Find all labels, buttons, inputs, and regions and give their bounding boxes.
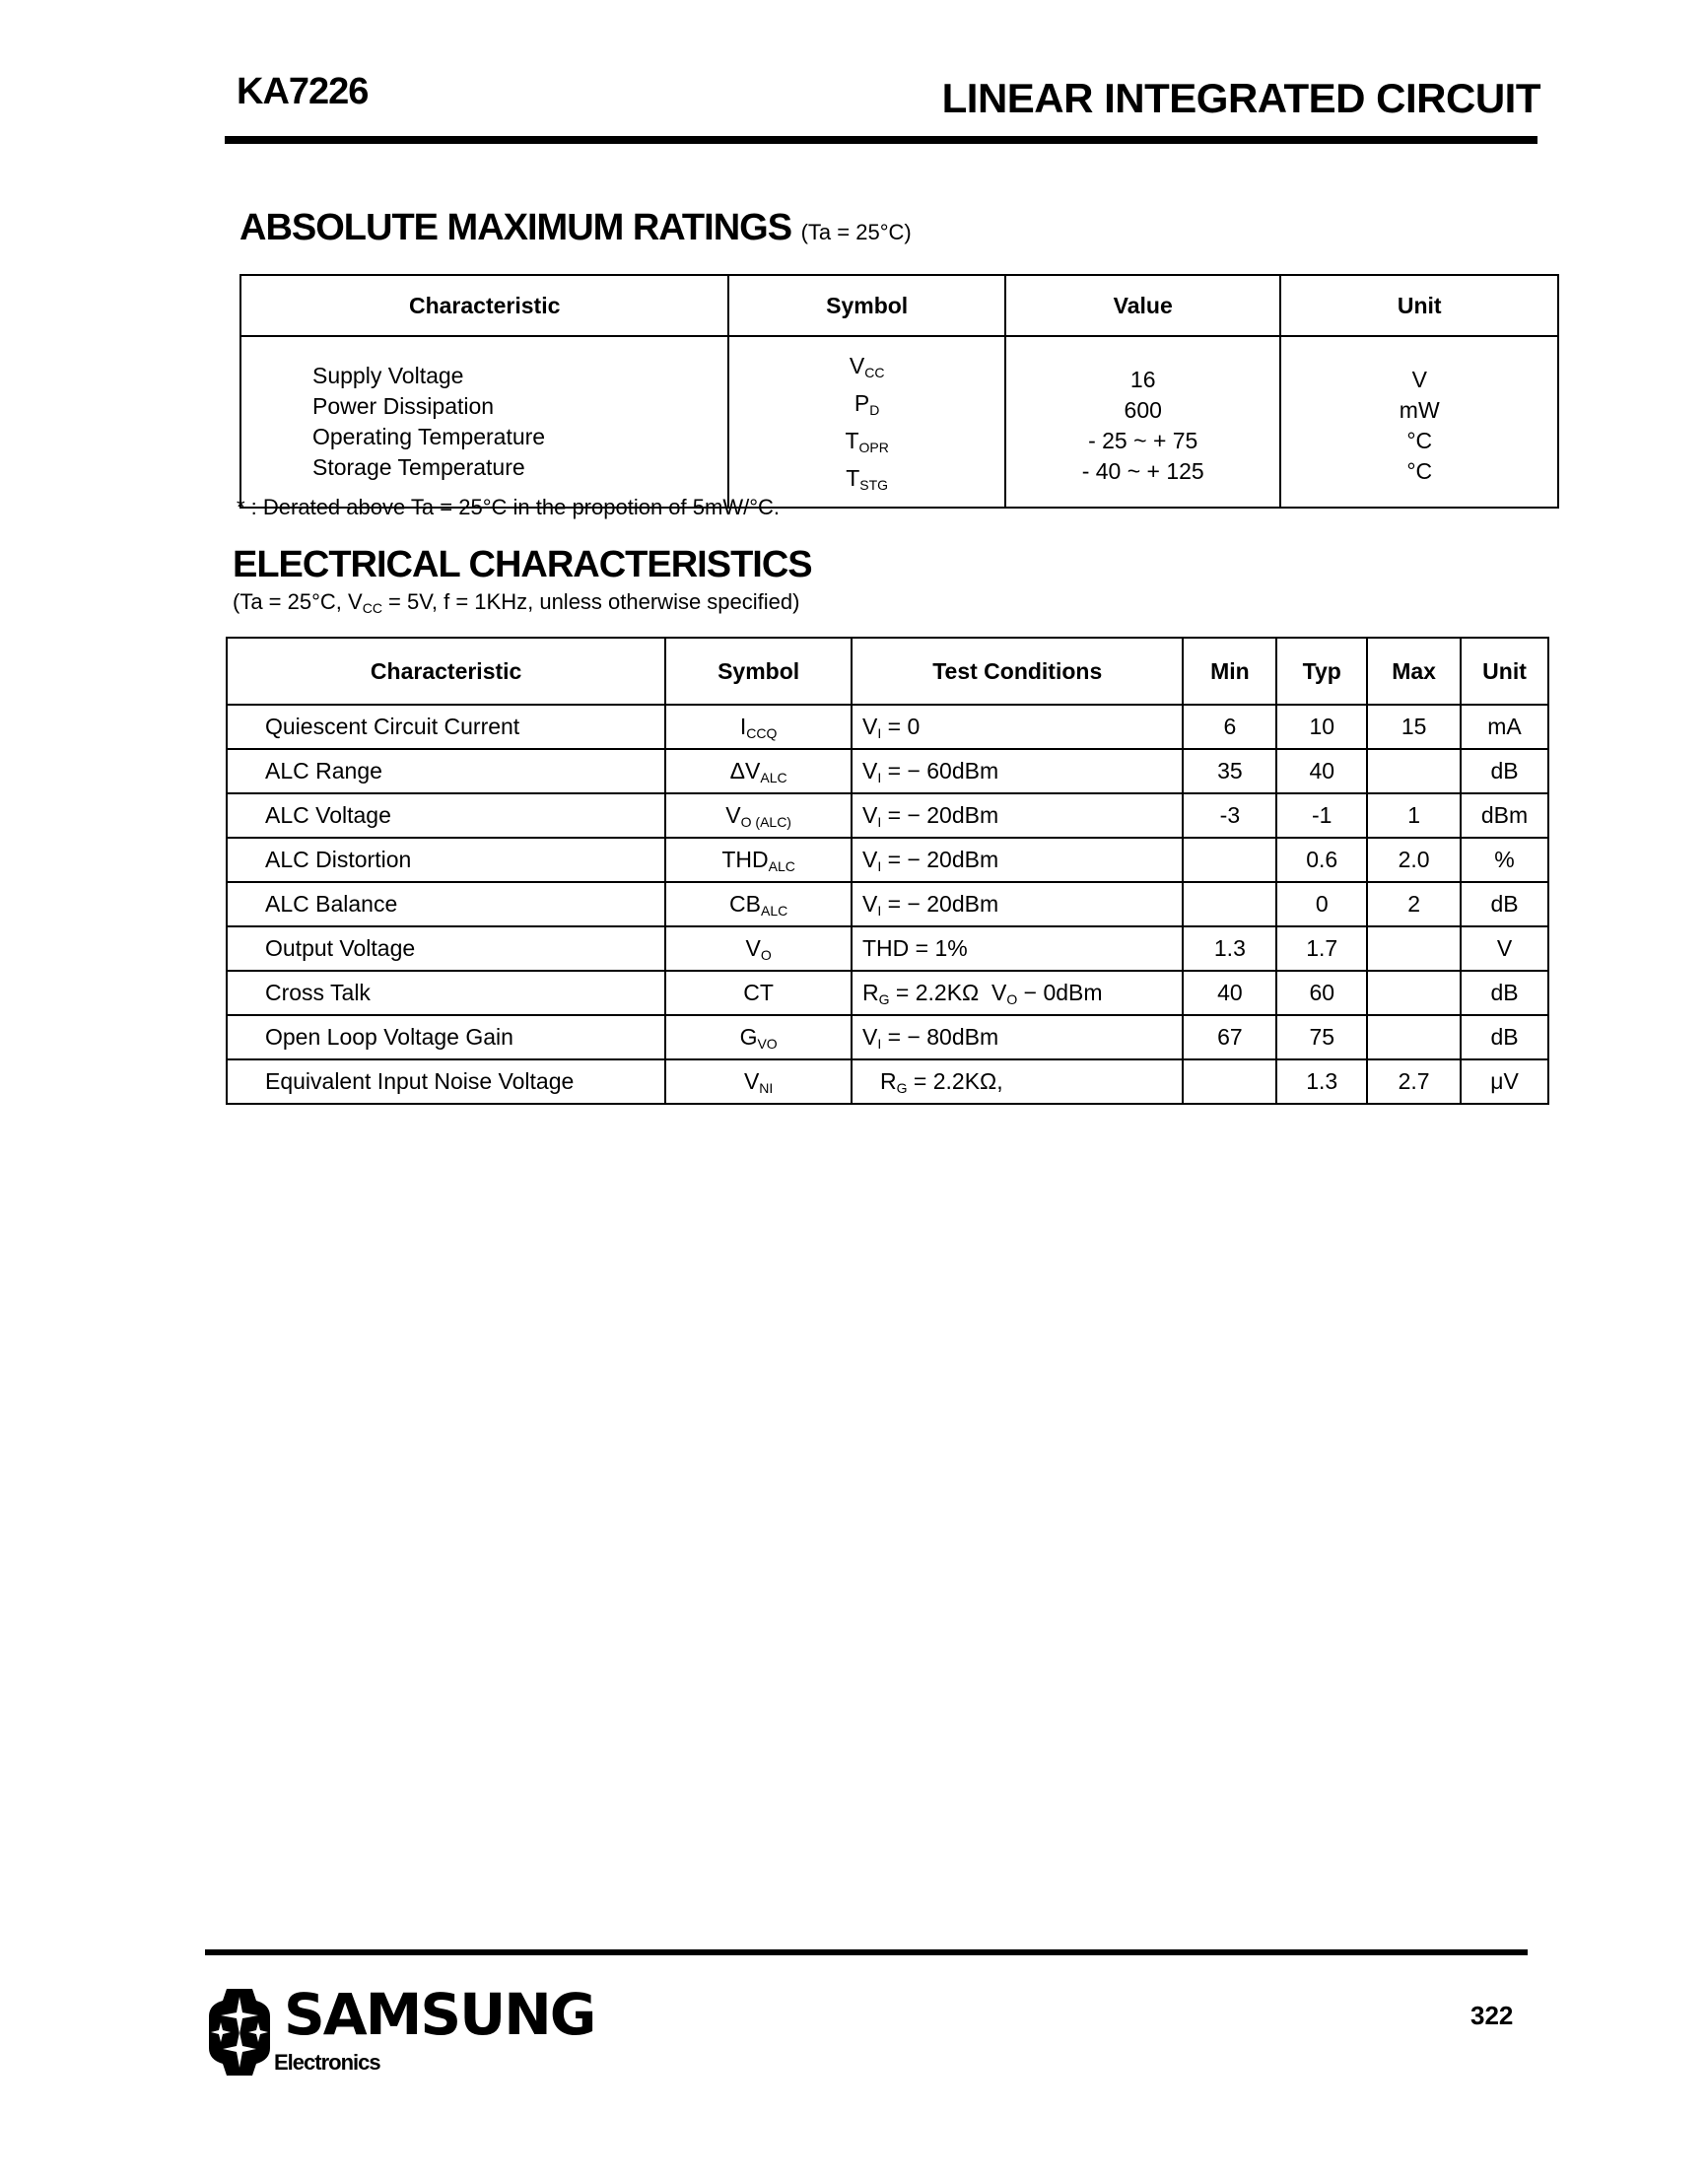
part-number: KA7226 xyxy=(237,71,369,112)
unit: dBm xyxy=(1461,793,1548,838)
typ: 0.6 xyxy=(1276,838,1367,882)
characteristic: Cross Talk xyxy=(227,971,665,1015)
col-header: Characteristic xyxy=(240,275,728,336)
test-condition: $R_G = 2.2K\Omega$, xyxy=(852,1059,1183,1104)
symbol: CT xyxy=(665,971,852,1015)
symbol: $V_{CC}$ xyxy=(849,353,885,380)
absolute-max-heading xyxy=(239,207,912,249)
col-header: Test Conditions xyxy=(852,638,1183,705)
brand-name: SAMSUNG xyxy=(284,1981,595,2048)
unit: V xyxy=(1411,367,1427,392)
table-row xyxy=(227,793,1548,838)
characteristic: Output Voltage xyxy=(227,926,665,971)
value: - 25 ~ + 75 xyxy=(1088,428,1198,453)
test-condition: $V_I = 0$ xyxy=(852,705,1183,749)
col-header: Characteristic xyxy=(227,638,665,705)
symbol: $T_{OPR}$ xyxy=(845,428,889,455)
table-row xyxy=(227,705,1548,749)
electrical-condition: (Ta = 25°C, $V_{CC} = 5V$, f = 1KHz, unless otherwise specified) xyxy=(233,589,800,616)
table-row xyxy=(227,926,1548,971)
col-header: Unit xyxy=(1280,275,1558,336)
document-type: LINEAR INTEGRATED CIRCUIT xyxy=(941,75,1540,121)
unit: °C xyxy=(1406,428,1433,453)
samsung-star-emblem-icon xyxy=(207,1987,272,2078)
unit: dB xyxy=(1461,882,1548,926)
max xyxy=(1367,1015,1461,1059)
max: 2.0 xyxy=(1367,838,1461,882)
symbol: $V_{NI}$ xyxy=(665,1059,852,1104)
characteristic: ALC Distortion xyxy=(227,838,665,882)
unit: % xyxy=(1461,838,1548,882)
symbol: $P_D$ xyxy=(854,390,880,418)
col-header: Value xyxy=(1005,275,1281,336)
min: 40 xyxy=(1183,971,1276,1015)
typ: 60 xyxy=(1276,971,1367,1015)
test-condition: $R_G = 2.2K\Omega$ $V_O - 0dBm$ xyxy=(852,971,1183,1015)
min xyxy=(1183,838,1276,882)
characteristic: Storage Temperature xyxy=(312,454,525,480)
col-header: Symbol xyxy=(728,275,1005,336)
characteristic: Power Dissipation xyxy=(312,393,495,419)
unit: mW xyxy=(1399,397,1440,423)
value-cell xyxy=(1005,336,1281,508)
electrical-table xyxy=(226,637,1549,1105)
page-number: 322 xyxy=(1470,2001,1514,2030)
symbol: $G_{VO}$ xyxy=(665,1015,852,1059)
table-row xyxy=(227,1059,1548,1104)
col-header: Symbol xyxy=(665,638,852,705)
test-condition: $V_I$ = − 60dBm xyxy=(852,749,1183,793)
unit: mA xyxy=(1461,705,1548,749)
min: 67 xyxy=(1183,1015,1276,1059)
col-header: Unit xyxy=(1461,638,1548,705)
electrical-title: ELECTRICAL CHARACTERISTICS xyxy=(233,544,812,585)
min: -3 xyxy=(1183,793,1276,838)
brand-subtitle: Electronics xyxy=(274,2050,380,2075)
characteristic-cell xyxy=(240,336,728,508)
max xyxy=(1367,971,1461,1015)
unit: dB xyxy=(1461,971,1548,1015)
characteristic: Supply Voltage xyxy=(312,363,464,388)
unit: dB xyxy=(1461,749,1548,793)
test-condition: $V_I$ = − 20dBm xyxy=(852,793,1183,838)
typ: -1 xyxy=(1276,793,1367,838)
table-row xyxy=(227,838,1548,882)
characteristic: ALC Voltage xyxy=(227,793,665,838)
typ: 0 xyxy=(1276,882,1367,926)
max xyxy=(1367,749,1461,793)
typ: 1.7 xyxy=(1276,926,1367,971)
max: 1 xyxy=(1367,793,1461,838)
derating-note: * : Derated above Ta = 25°C in the propotion of 5mW/°C. xyxy=(237,495,780,519)
typ: 1.3 xyxy=(1276,1059,1367,1104)
value: - 40 ~ + 125 xyxy=(1081,458,1204,484)
max: 2.7 xyxy=(1367,1059,1461,1104)
max: 15 xyxy=(1367,705,1461,749)
header-divider xyxy=(225,136,1537,144)
characteristic: ALC Balance xyxy=(227,882,665,926)
unit-cell xyxy=(1280,336,1558,508)
min xyxy=(1183,882,1276,926)
table-header-row xyxy=(240,275,1558,336)
characteristic: ALC Range xyxy=(227,749,665,793)
symbol: $CB_{ALC}$ xyxy=(665,882,852,926)
characteristic: Operating Temperature xyxy=(312,424,546,449)
absolute-max-title: ABSOLUTE MAXIMUM RATINGS xyxy=(239,207,792,248)
unit: °C xyxy=(1406,458,1433,484)
symbol: $\Delta V_{ALC}$ xyxy=(665,749,852,793)
col-header: Typ xyxy=(1276,638,1367,705)
max xyxy=(1367,926,1461,971)
test-condition: $V_I$ = − 20dBm xyxy=(852,838,1183,882)
symbol: $V_O$ xyxy=(665,926,852,971)
unit: μV xyxy=(1461,1059,1548,1104)
value: 16 xyxy=(1129,367,1156,392)
symbol: $T_{STG}$ xyxy=(846,465,889,493)
footer-divider xyxy=(205,1949,1528,1955)
col-header: Max xyxy=(1367,638,1461,705)
absolute-max-table xyxy=(239,274,1559,509)
table-row xyxy=(240,336,1558,508)
unit: V xyxy=(1461,926,1548,971)
max: 2 xyxy=(1367,882,1461,926)
table-row xyxy=(227,1015,1548,1059)
table-row xyxy=(227,749,1548,793)
col-header: Min xyxy=(1183,638,1276,705)
table-row xyxy=(227,971,1548,1015)
symbol: $V_{O (ALC)}$ xyxy=(665,793,852,838)
symbol: $I_{CCQ}$ xyxy=(665,705,852,749)
min: 1.3 xyxy=(1183,926,1276,971)
min xyxy=(1183,1059,1276,1104)
table-row xyxy=(227,882,1548,926)
test-condition: $V_I$ = − 80dBm xyxy=(852,1015,1183,1059)
test-condition: $V_I$ = − 20dBm xyxy=(852,882,1183,926)
symbol-cell xyxy=(728,336,1005,508)
absolute-max-condition: (Ta = 25°C) xyxy=(800,220,912,244)
value: 600 xyxy=(1124,397,1162,423)
characteristic: Quiescent Circuit Current xyxy=(227,705,665,749)
characteristic: Open Loop Voltage Gain xyxy=(227,1015,665,1059)
min: 6 xyxy=(1183,705,1276,749)
symbol: $THD_{ALC}$ xyxy=(665,838,852,882)
min: 35 xyxy=(1183,749,1276,793)
typ: 10 xyxy=(1276,705,1367,749)
typ: 40 xyxy=(1276,749,1367,793)
characteristic: Equivalent Input Noise Voltage xyxy=(227,1059,665,1104)
unit: dB xyxy=(1461,1015,1548,1059)
typ: 75 xyxy=(1276,1015,1367,1059)
table-header-row xyxy=(227,638,1548,705)
test-condition: THD = 1% xyxy=(852,926,1183,971)
